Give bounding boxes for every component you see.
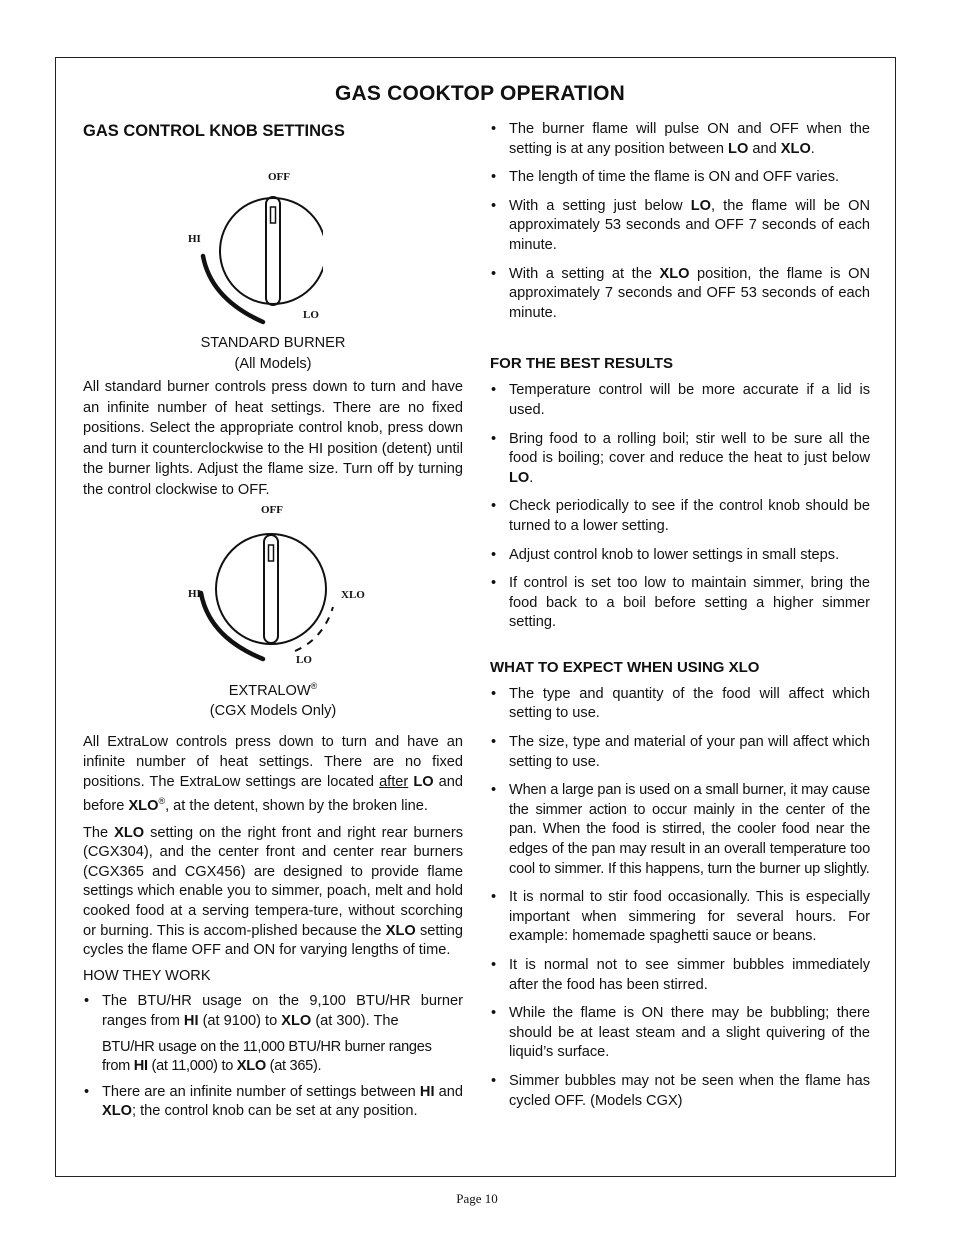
best-bullet-1: • Temperature control will be more accurate if a lid is used.	[490, 381, 870, 420]
best-bullet-5: • If control is set too low to maintain simmer, bring the food back to a boil before setting a higher simmer setting.	[490, 574, 870, 633]
caption-standard-line1: STANDARD BURNER	[200, 335, 346, 351]
extralow-knob-icon	[183, 519, 363, 669]
how-bullet-btu: • The BTU/HR usage on the 9,100 BTU/HR burner ranges from HI (at 9100) to XLO (at 300). The	[83, 992, 463, 1031]
expect-bullet-2: • The size, type and material of your pan will affect which setting to use.	[490, 733, 870, 772]
knob2-xlo-label: XLO	[341, 588, 365, 601]
right-column	[490, 120, 870, 1111]
page-title: GAS COOKTOP OPERATION	[334, 82, 626, 105]
left-column	[83, 120, 463, 1122]
at-xlo-bullet: • With a setting at the XLO position, the flame is ON approximately 7 seconds and OFF 53 seconds of each minute.	[490, 265, 870, 324]
caption-extralow-line1: EXTRALOW	[228, 682, 311, 699]
knob2-off-label: OFF	[261, 503, 283, 516]
best-bullet-2: • Bring food to a rolling boil; stir well to be sure all the food is boiling; cover and reduce the heat to just below LO.	[490, 430, 870, 489]
best-results-heading: FOR THE BEST RESULTS	[490, 355, 674, 373]
knob1-lo-label: LO	[303, 309, 319, 321]
expect-heading: WHAT TO EXPECT WHEN USING XLO	[490, 658, 760, 676]
knob1-hi-label: HI	[188, 233, 201, 245]
registered-mark: ®	[310, 680, 318, 691]
knob2-lo-label: LO	[296, 653, 312, 666]
expect-bullet-4: • It is normal to stir food occasionally. This is especially important when simmering for several hours. For example: homemade spaghetti sauce or beans.	[490, 888, 870, 947]
below-lo-bullet: • With a setting just below LO, the flame will be ON approximately 53 seconds and OFF 7 seconds of each minute.	[490, 197, 870, 256]
standard-burner-text: All standard burner controls press down to turn and have an infinite number of heat settings. There are no fixed positions. Select the appropriate control knob, press down and turn it counterclockwise to the HI position (detent) until the burner lights. Adjust the flame size. Turn off by turning the control clockwise to OFF.	[83, 379, 463, 498]
xlo-setting-text: The XLO setting on the right front and right rear burners (CGX304), and the center front and center rear burners (CGX365 and CGX456) are designed to provide flame settings which enable you to simmer, poach, melt and hold cooked food at a serving tempera-ture, without scorching or burning. This is accom-plished because the XLO setting cycles the flame OFF and ON for varying lengths of time.	[83, 824, 463, 959]
how-btu-continued: BTU/HR usage on the 11,000 BTU/HR burner ranges from HI (at 11,000) to XLO (at 365).	[102, 1038, 432, 1075]
expect-bullet-1: • The type and quantity of the food will affect which setting to use.	[490, 685, 870, 724]
standard-burner-diagram	[83, 141, 463, 333]
length-bullet: • The length of time the flame is ON and OFF varies.	[490, 168, 870, 188]
page-number: Page 10	[456, 1191, 498, 1206]
caption-extralow-line2: (CGX Models Only)	[209, 703, 337, 720]
pulse-bullet: • The burner flame will pulse ON and OFF when the setting is at any position between LO and XLO.	[490, 120, 870, 159]
best-bullet-3: • Check periodically to see if the control knob should be turned to a lower setting.	[490, 497, 870, 536]
expect-bullet-5: • It is normal not to see simmer bubbles immediately after the food has been stirred.	[490, 956, 870, 995]
extralow-diagram	[83, 501, 463, 676]
knob1-off-label: OFF	[268, 171, 290, 183]
expect-bullet-7: • Simmer bubbles may not be seen when the flame has cycled OFF. (Models CGX)	[490, 1072, 870, 1111]
how-bullet-settings: • There are an infinite number of settings between HI and XLO; the control knob can be set at any position.	[83, 1083, 463, 1122]
extralow-text: All ExtraLow controls press down to turn and have an infinite number of heat settings. There are no fixed positions. The ExtraLow settings are located after LO and before XLO®, at the detent, shown by the broken line.	[83, 734, 463, 815]
knob-settings-heading: GAS CONTROL KNOB SETTINGS	[83, 122, 345, 140]
knob2-hi-label: HI	[188, 587, 201, 600]
caption-standard-line2: (All Models)	[234, 356, 312, 372]
expect-bullet-3: • When a large pan is used on a small burner, it may cause the simmer action to occur mainly in the center of the pan. When the food is stirred, the cooler food near the edges of the pan may result in an overall temperature too cool to simmer. If this happens, turn the burner up slightly.	[490, 781, 870, 879]
standard-knob-icon	[183, 181, 323, 331]
expect-bullet-6: • While the flame is ON there may be bubbling; there should be at least steam and a slight quivering of the liquid’s surface.	[490, 1004, 870, 1063]
best-bullet-4: • Adjust control knob to lower settings in small steps.	[490, 546, 870, 566]
how-they-work-heading: HOW THEY WORK	[83, 967, 211, 984]
